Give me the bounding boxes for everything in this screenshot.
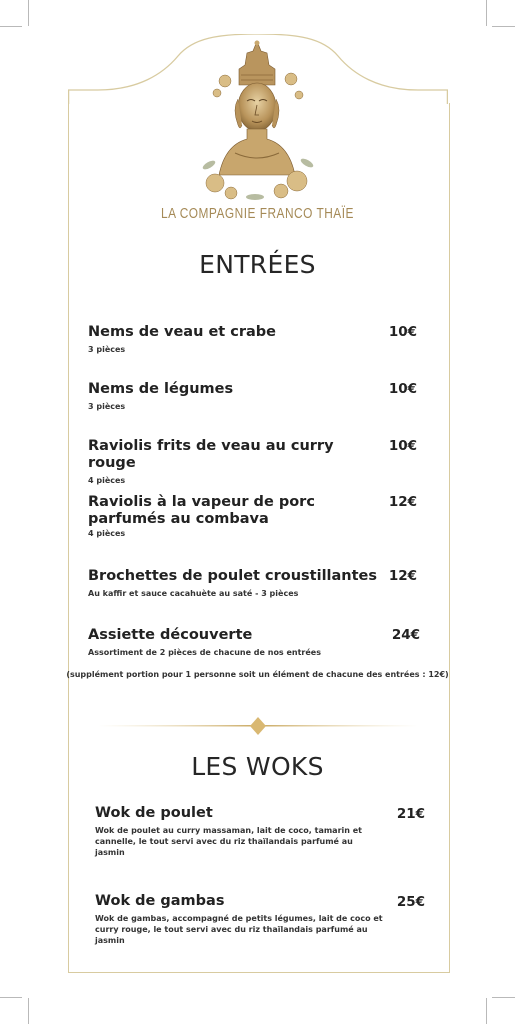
supplement-note: (supplément portion pour 1 personne soit un élément de chacune des entrées : 12€) xyxy=(66,670,449,679)
item-price: 10€ xyxy=(388,381,417,397)
menu-item xyxy=(95,805,385,858)
menu-item xyxy=(95,893,395,946)
item-description: 3 pièces xyxy=(88,345,126,354)
item-description: Wok de poulet au curry massaman, lait de coco, tamarin et cannelle, le tout servi avec du riz thaïlandais parfumé au jasmin xyxy=(95,826,362,857)
item-name: Assiette découverte xyxy=(88,627,253,643)
item-price: 10€ xyxy=(388,438,417,454)
menu-item xyxy=(88,438,378,486)
item-price: 12€ xyxy=(388,494,417,510)
crop-mark xyxy=(0,26,22,27)
item-price: 21€ xyxy=(396,806,425,822)
item-name: Brochettes de poulet croustillantes xyxy=(88,568,378,584)
menu-item xyxy=(88,568,378,599)
item-description: 3 pièces xyxy=(88,402,126,411)
brand-name: LA COMPAGNIE FRANCO THAÏE xyxy=(161,206,354,222)
item-price: 25€ xyxy=(396,894,425,910)
item-name: Raviolis frits de veau au curry rouge xyxy=(88,438,334,471)
crop-mark xyxy=(0,997,22,998)
crop-mark xyxy=(28,0,29,26)
menu-item xyxy=(88,627,378,658)
crop-mark xyxy=(28,998,29,1024)
item-description: 4 pièces xyxy=(88,529,126,538)
crop-mark xyxy=(492,997,515,998)
item-price: 24€ xyxy=(391,627,420,643)
item-name: Wok de poulet xyxy=(95,805,213,821)
ornament-divider-icon xyxy=(98,714,418,738)
crop-mark xyxy=(486,998,487,1024)
menu-item xyxy=(88,324,378,355)
menu-item xyxy=(88,381,378,412)
item-description: Au kaffir et sauce cacahuète au saté - 3 pièces xyxy=(88,589,299,598)
crop-mark xyxy=(486,0,487,26)
item-description: 4 pièces xyxy=(88,476,126,485)
buddha-logo-icon xyxy=(195,35,320,205)
item-name: Wok de gambas xyxy=(95,893,225,909)
item-description: Assortiment de 2 pièces de chacune de nos entrées xyxy=(88,648,321,657)
item-price: 12€ xyxy=(388,568,417,584)
item-description: Wok de gambas, accompagné de petits légumes, lait de coco et curry rouge, le tout servi avec du riz thaïlandais parfumé au jasmin xyxy=(95,914,383,945)
crop-mark xyxy=(492,26,515,27)
item-name: Nems de légumes xyxy=(88,381,234,397)
section-title-woks: LES WOKS xyxy=(191,752,324,781)
item-name: Raviolis à la vapeur de porc parfumés au combava xyxy=(88,494,315,527)
section-title-entrees: ENTRÉES xyxy=(199,250,316,279)
item-name: Nems de veau et crabe xyxy=(88,324,277,340)
menu-item xyxy=(88,494,378,539)
item-price: 10€ xyxy=(388,324,417,340)
